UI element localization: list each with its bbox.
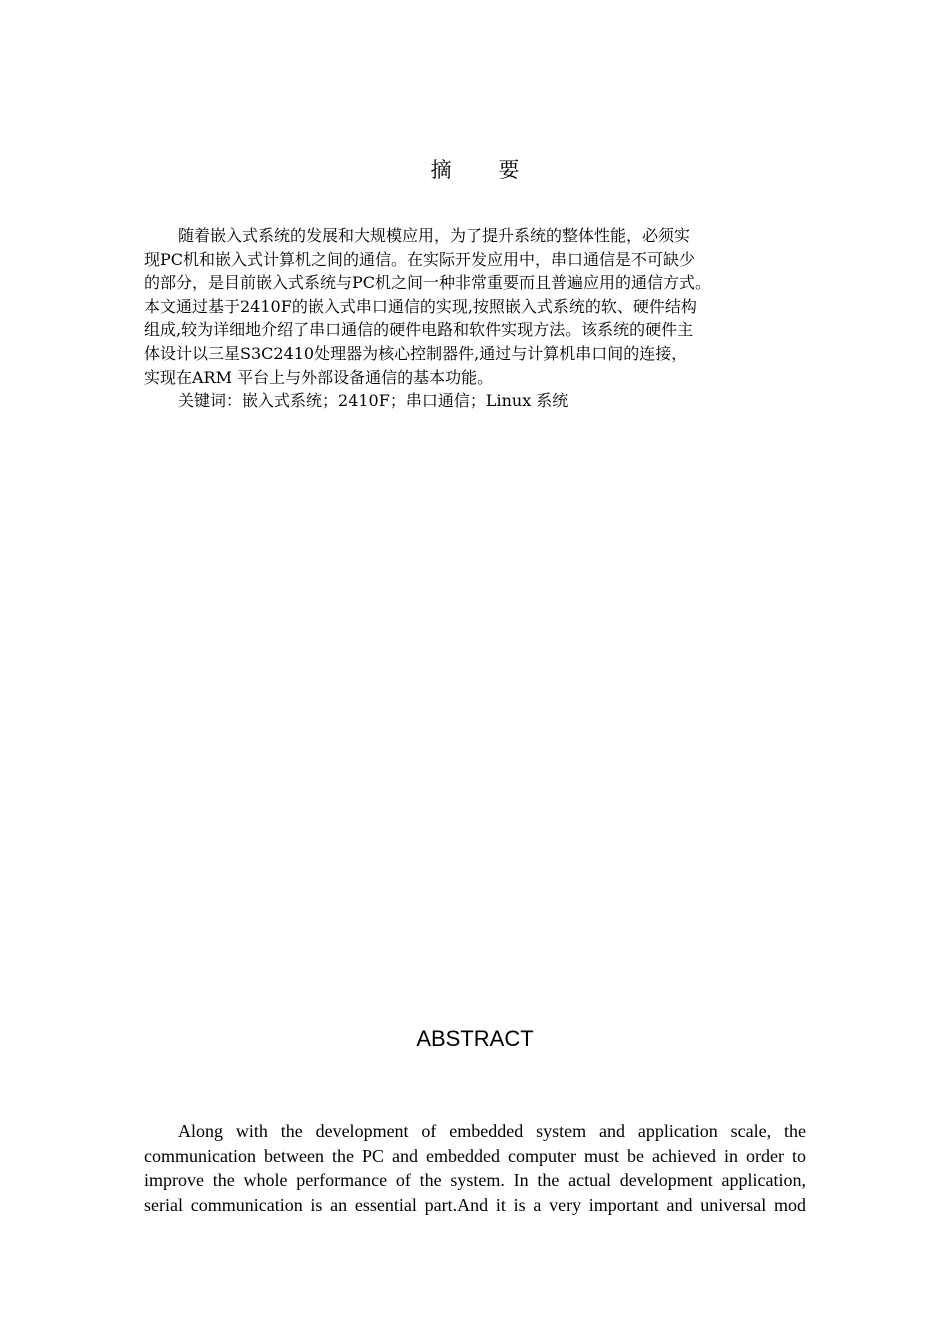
chinese-abstract-line: 的部分，是目前嵌入式系统与PC机之间一种非常重要而且普遍应用的通信方式。: [144, 273, 712, 293]
keywords-text: 嵌入式系统；2410F；串口通信；Linux 系统: [242, 391, 569, 411]
english-abstract-title: ABSTRACT: [416, 1026, 534, 1051]
chinese-abstract-line: 现PC机和嵌入式计算机之间的通信。在实际开发应用中，串口通信是不可缺少: [144, 249, 696, 269]
chinese-abstract-line: 实现在ARM 平台上与外部设备通信的基本功能。: [144, 367, 494, 387]
english-abstract-line: improve the whole performance of the system. In the actual development application,: [144, 1170, 806, 1190]
english-abstract-line: serial communication is an essential part.And it is a very important and universal mod: [144, 1194, 806, 1215]
chinese-abstract-line: 组成,较为详细地介绍了串口通信的硬件电路和软件实现方法。该系统的硬件主: [144, 320, 694, 340]
chinese-abstract-line: 随着嵌入式系统的发展和大规模应用，为了提升系统的整体性能，必须实: [178, 226, 691, 245]
english-abstract-body: [144, 1119, 806, 1217]
english-abstract-line: Along with the development of embedded system and application scale, the: [178, 1121, 806, 1141]
english-abstract-line: communication between the PC and embedded computer must be achieved in order to: [144, 1145, 806, 1166]
keywords-line: [144, 389, 808, 413]
chinese-abstract-title: 摘 要: [430, 158, 540, 182]
chinese-abstract-line: 体设计以三星S3C2410处理器为核心控制器件,通过与计算机串口间的连接，: [144, 343, 688, 363]
chinese-abstract-body: [144, 224, 808, 413]
chinese-abstract-line: 本文通过基于2410F的嵌入式串口通信的实现,按照嵌入式系统的软、硬件结构: [144, 296, 697, 316]
keywords-label: 关键词：: [178, 391, 243, 411]
